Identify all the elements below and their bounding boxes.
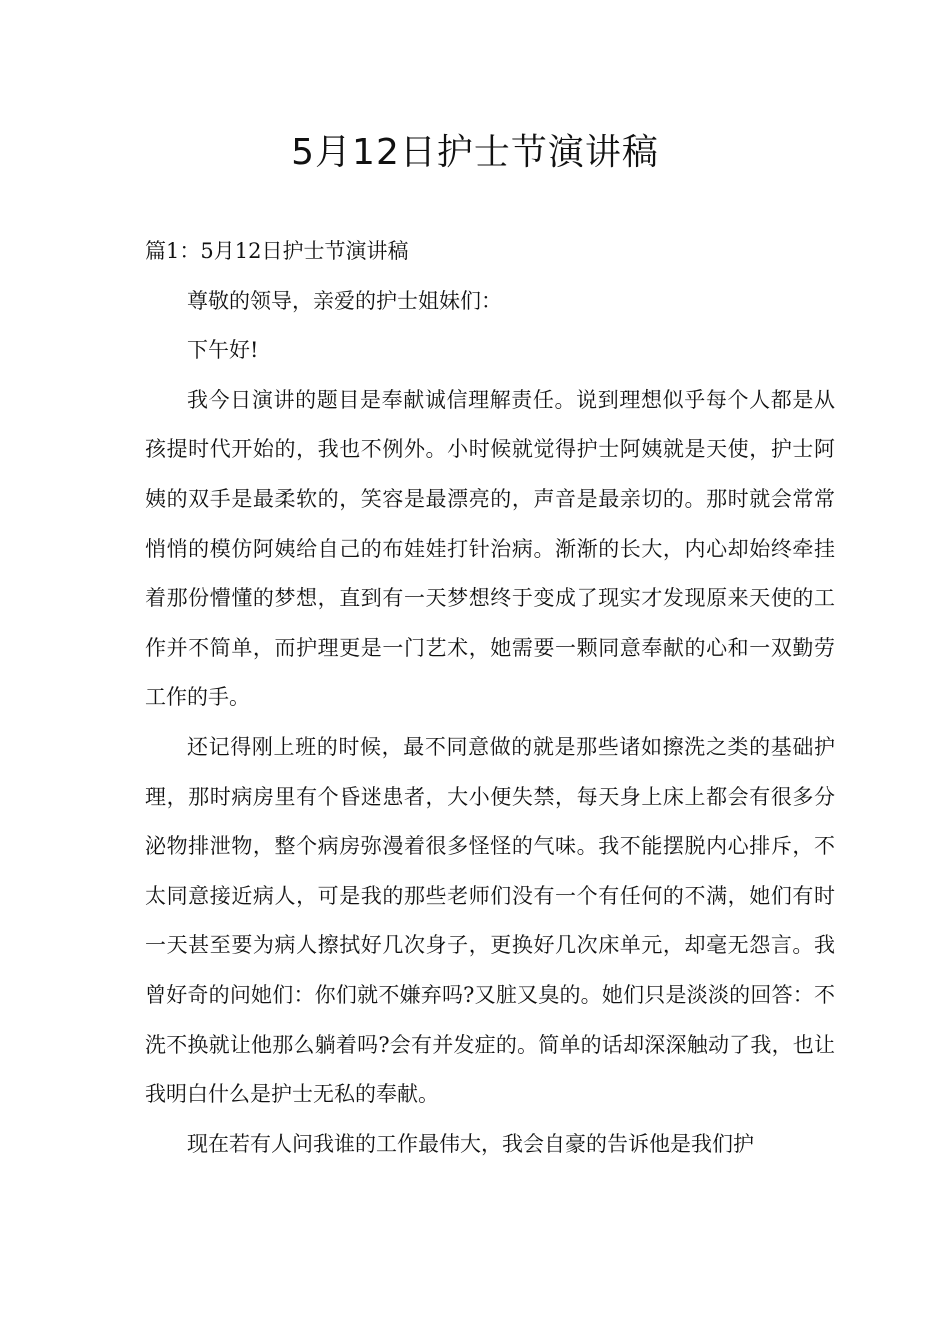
section-heading: 篇1：5月12日护士节演讲稿 — [145, 239, 409, 263]
salutation: 尊敬的领导，亲爱的护士姐妹们： — [187, 288, 502, 313]
document-title: 5月12日护士节演讲稿 — [291, 132, 659, 173]
greeting: 下午好! — [187, 338, 259, 363]
body-paragraph: 我今日演讲的题目是奉献诚信理解责任。说到理想似乎每个人都是从孩提时代开始的，我也不例外。小时候就觉得护士阿姨就是天使，护士阿姨的双手是最柔软的，笑容是最漂亮的，声音是最亲切的。那时就会常常悄悄的模仿阿姨给自己的布娃娃打针治病。渐渐的长大，内心却始终牵挂着那份懵懂的梦想，直到有一天梦想终于变成了现实才发现原来天使的工作并不简单，而护理更是一门艺术，她需要一颗同意奉献的心和一双勤劳工作的手。 — [145, 387, 835, 710]
body-paragraph: 现在若有人问我谁的工作最伟大，我会自豪的告诉他是我们护 — [187, 1131, 754, 1156]
body-paragraph: 还记得刚上班的时候，最不同意做的就是那些诸如擦洗之类的基础护理，那时病房里有个昏迷患者，大小便失禁，每天身上床上都会有很多分泌物排泄物，整个病房弥漫着很多怪怪的气味。我不能摆脱内心排斥，不太同意接近病人，可是我的那些老师们没有一个有任何的不满，她们有时一天甚至要为病人擦拭好几次身子，更换好几次床单元，却毫无怨言。我曾好奇的问她们：你们就不嫌弃吗?又脏又臭的。她们只是淡淡的回答：不洗不换就让他那么躺着吗?会有并发症的。简单的话却深深触动了我，也让我明白什么是护士无私的奉献。 — [145, 734, 835, 1107]
document-body — [145, 227, 835, 1169]
